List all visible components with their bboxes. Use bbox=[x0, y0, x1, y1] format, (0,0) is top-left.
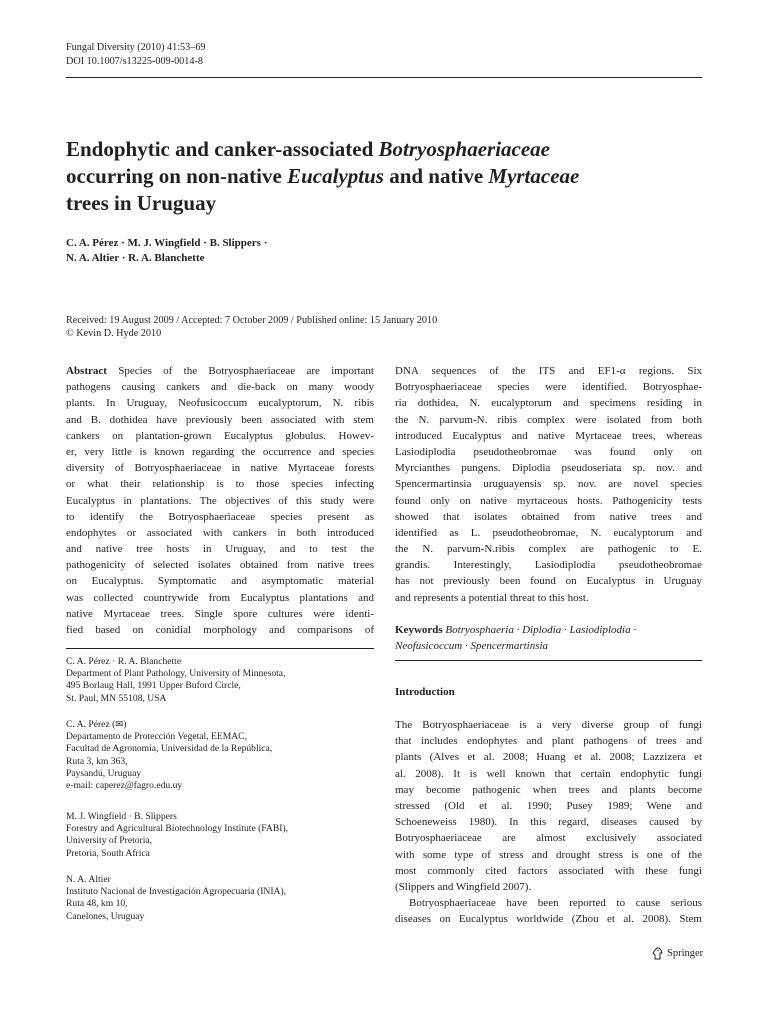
affiliation-block: M. J. Wingfield · B. Slippers Forestry and Agricultural Biotechnology Institute (FABI), University of Pretoria, Pretoria, South Africa bbox=[66, 811, 289, 859]
intro-line: diseases on Eucalyptus worldwide (Zhou et al. 2008). Stem bbox=[395, 913, 702, 926]
keywords: Keywords Botryosphaeria · Diplodia · Lasiodiplodia · Neofusicoccum · Spencermartinsia bbox=[395, 624, 637, 653]
abstract-line: plants. In Uruguay, Neofusicoccum eucalyptorum, N. ribis bbox=[66, 397, 374, 410]
intro-line: stressed (Old et al. 1990; Pusey 1989; Wene and bbox=[395, 799, 702, 812]
abstract-line: to identify the Botryosphaeriaceae species present as bbox=[66, 510, 374, 523]
intro-line: with some type of stress and drought stress is one of the bbox=[395, 848, 702, 861]
abstract-line: Botryosphaeriaceae species were identified. Botryosphae- bbox=[395, 381, 702, 394]
abstract-line: Lasiodiplodia pseudotheobromae was found only on bbox=[395, 445, 702, 458]
abstract-line: grandis. Interestingly, Lasiodiplodia pseudotheobromae bbox=[395, 559, 702, 572]
abstract-line: has not previously been found on Eucalyptus in Uruguay bbox=[395, 575, 702, 588]
abstract-line: and represents a potential threat to this host. bbox=[395, 591, 589, 604]
springer-knight-icon bbox=[652, 947, 664, 960]
affiliation-block: N. A. Altier Instituto Nacional de Investigación Agropecuaria (INIA), Ruta 48, km 10, Canelones, Uruguay bbox=[66, 874, 287, 922]
abstract-line: er, very little is known regarding the occurrence and species bbox=[66, 445, 374, 458]
intro-line: (Slippers and Wingfield 2007). bbox=[395, 880, 532, 893]
abstract-line: native Myrtaceae trees. Single spore cultures were identi- bbox=[66, 607, 374, 620]
intro-line: al. 2008). It is well known that certain endophytic fungi bbox=[395, 767, 702, 780]
abstract-line: found only on native myrtaceous hosts. Pathogenicity tests bbox=[395, 494, 702, 507]
keywords-rule bbox=[395, 660, 702, 661]
intro-line: that includes endophytes and plant pathogens of trees and bbox=[395, 735, 702, 748]
abstract-line: Eucalyptus in plantations. The objectives of this study were bbox=[66, 494, 374, 507]
journal-citation: Fungal Diversity (2010) 41:53–69 bbox=[66, 42, 206, 53]
publisher-logo: Springer bbox=[652, 947, 703, 960]
doi: DOI 10.1007/s13225-009-0014-8 bbox=[66, 56, 203, 67]
abstract-line: fied based on conidial morphology and comparisons of bbox=[66, 624, 374, 636]
intro-line: most commonly cited factors associated with these fungi bbox=[395, 864, 702, 877]
publication-dates: Received: 19 August 2009 / Accepted: 7 October 2009 / Published online: 15 January 2010 © Kevin D. Hyde 2010 bbox=[66, 315, 438, 339]
author-list: C. A. Pérez · M. J. Wingfield · B. Slippers · N. A. Altier · R. A. Blanchette bbox=[66, 237, 268, 264]
intro-line: Botryosphaeriaceae are almost exclusively associated bbox=[395, 832, 702, 845]
abstract-line: on Eucalyptus. Symptomatic and asymptomatic material bbox=[66, 575, 374, 588]
intro-line: Schoeneweiss 1980). In this regard, diseases caused by bbox=[395, 816, 702, 829]
abstract-line: pathogens causing cankers and die-back on many woody bbox=[66, 381, 374, 394]
abstract-line: identified as L. pseudotheobromae, N. eucalyptorum and bbox=[395, 526, 702, 539]
abstract-continued bbox=[395, 363, 702, 606]
abstract-line: endophytes or associated with cankers in both introduced bbox=[66, 526, 374, 539]
introduction-text bbox=[395, 717, 702, 927]
intro-line: The Botryosphaeriaceae is a very diverse group of fungi bbox=[395, 719, 702, 731]
abstract-line: or what their relationship is to those species infecting bbox=[66, 478, 374, 491]
abstract-line: Spencermartinsia uruguayensis sp. nov. are novel species bbox=[395, 478, 702, 491]
abstract-line: introduced Eucalyptus and native Myrtaceae trees, whereas bbox=[395, 429, 702, 442]
affiliation-block: C. A. Pérez · R. A. Blanchette Department of Plant Pathology, University of Minnesota, 495 Borlaug Hall, 1991 Upper Buford Circle, St. Paul, MN 55108, USA bbox=[66, 656, 286, 704]
abstract-line: Abstract Species of the Botryosphaeriaceae are important bbox=[66, 365, 374, 377]
abstract-line: pathogenicity of selected isolates obtained from native trees bbox=[66, 559, 374, 572]
abstract bbox=[66, 363, 374, 638]
section-heading: Introduction bbox=[395, 686, 455, 698]
abstract-line: cankers on plantation-grown Eucalyptus globulus. Howev- bbox=[66, 429, 374, 442]
intro-line: plants (Alves et al. 2008; Huang et al. 2008; Lazzizera et bbox=[395, 751, 702, 764]
abstract-line: Myrcianthes pungens. Diplodia pseudoseriata sp. nov. and bbox=[395, 462, 702, 475]
header-rule bbox=[66, 77, 702, 78]
abstract-line: the N. parvum-N. ribis complex were isolated from both bbox=[395, 413, 702, 426]
abstract-line: was collected countrywide from Eucalyptus plantations and bbox=[66, 591, 374, 604]
abstract-line: diversity of Botryosphaeriaceae in native Myrtaceae forests bbox=[66, 462, 374, 475]
footnote-rule bbox=[66, 648, 374, 649]
abstract-line: the N. parvum-N.ribis complex are pathogenic to E. bbox=[395, 543, 702, 556]
article-title: Endophytic and canker-associated Botryosphaeriaceae occurring on non-native Eucalyptus and native Myrtaceae trees in Uruguay bbox=[66, 137, 580, 215]
abstract-line: DNA sequences of the ITS and EF1-α regions. Six bbox=[395, 365, 702, 377]
affiliation-block: C. A. Pérez (✉) Departamento de Protección Vegetal, EEMAC, Facultad de Agronomía, Universidad de la República, Ruta 3, km 363, Paysandú, Uruguay e-mail: caperez@fagro.edu.uy bbox=[66, 719, 366, 792]
abstract-line: and native tree hosts in Uruguay, and to test the bbox=[66, 543, 374, 556]
intro-line: may become pathogenic when trees and plants become bbox=[395, 783, 702, 796]
intro-line: Botryosphaeriaceae have been reported to cause serious bbox=[409, 897, 702, 910]
abstract-line: and B. dothidea have previously been associated with stem bbox=[66, 413, 374, 426]
abstract-line: ria dothidea, N. eucalyptorum and specimens residing in bbox=[395, 397, 702, 410]
abstract-line: showed that isolates obtained from native trees and bbox=[395, 510, 702, 523]
email-link[interactable]: e-mail: caperez@fagro.edu.uy bbox=[66, 779, 183, 791]
